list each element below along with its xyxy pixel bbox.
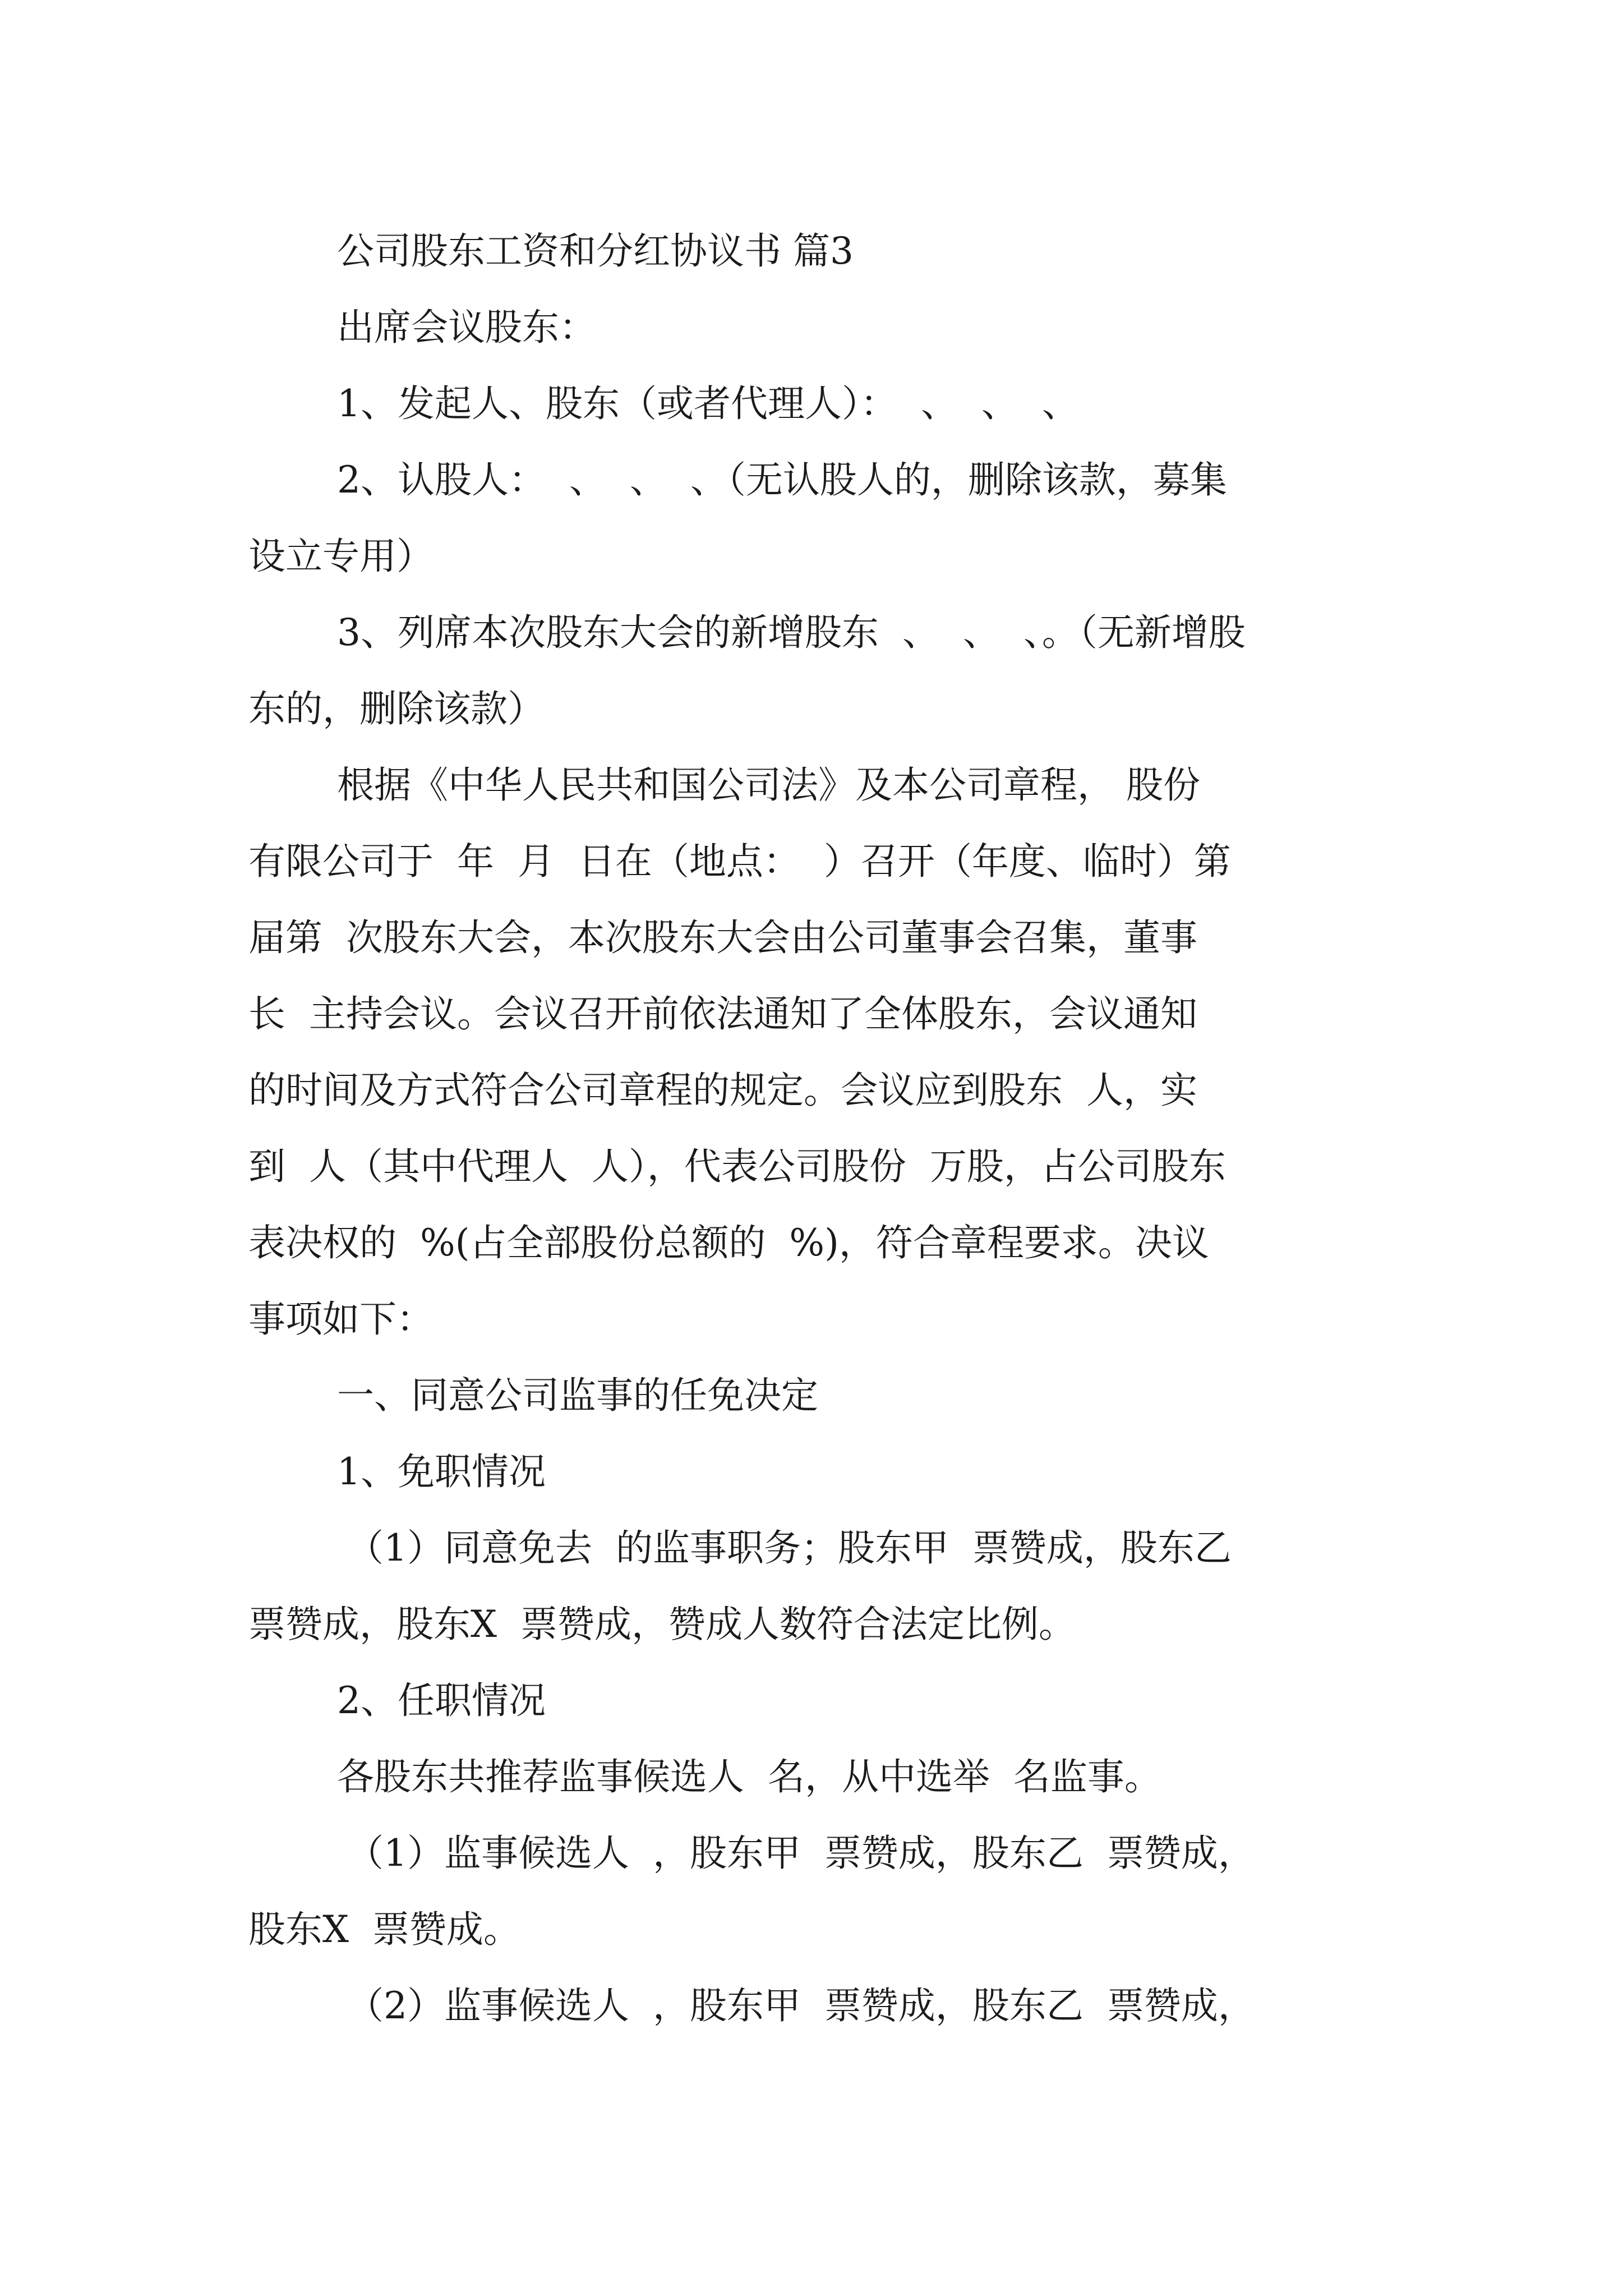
candidate-item-2: （2）监事候选人 ，股东甲 票赞成，股东乙 票赞成， (347, 1984, 1255, 2027)
subsection-dismissal: 1、免职情况 (337, 1450, 546, 1493)
paragraph-meeting-3: 届第 次股东大会，本次股东大会由公司董事会召集，董事 (248, 916, 1197, 959)
attendee-item-2: 2、认股人： 、 、 、（无认股人的，删除该款，募集 (337, 458, 1227, 501)
section-heading-1: 一、同意公司监事的任免决定 (337, 1374, 818, 1417)
attendee-item-1: 1、发起人、股东（或者代理人）： 、 、 、 (337, 382, 1079, 425)
candidate-item-1: （1）监事候选人 ，股东甲 票赞成，股东乙 票赞成， (347, 1832, 1255, 1875)
dismissal-item-1-cont: 票赞成，股东X 票赞成，赞成人数符合法定比例。 (248, 1603, 1076, 1646)
appointment-intro: 各股东共推荐监事候选人 名，从中选举 名监事。 (337, 1755, 1161, 1798)
attendee-item-2-cont: 设立专用） (248, 535, 434, 578)
attendee-item-3-cont: 东的，删除该款） (248, 687, 545, 730)
paragraph-meeting-1: 根据《中华人民共和国公司法》及本公司章程， 股份 (337, 763, 1200, 807)
subsection-appointment: 2、任职情况 (337, 1679, 546, 1722)
paragraph-meeting-7: 表决权的 %(占全部股份总额的 %)，符合章程要求。决议 (248, 1221, 1209, 1264)
paragraph-meeting-5: 的时间及方式符合公司章程的规定。会议应到股东 人，实 (248, 1069, 1197, 1112)
candidate-item-1-cont: 股东X 票赞成。 (248, 1908, 520, 1951)
document-title: 公司股东工资和分红协议书 篇3 (337, 229, 854, 273)
document-body (248, 213, 1381, 2044)
paragraph-meeting-8: 事项如下： (248, 1297, 434, 1341)
paragraph-meeting-4: 长 主持会议。会议召开前依法通知了全体股东，会议通知 (248, 992, 1197, 1036)
attendee-item-3: 3、列席本次股东大会的新增股东 、 、 、。（无新增股 (337, 611, 1246, 654)
paragraph-meeting-2: 有限公司于 年 月 日在（地点： ）召开（年度、临时）第 (248, 840, 1231, 883)
attendees-heading: 出席会议股东： (337, 306, 596, 349)
dismissal-item-1: （1）同意免去 的监事职务；股东甲 票赞成，股东乙 (347, 1526, 1232, 1570)
paragraph-meeting-6: 到 人（其中代理人 人），代表公司股份 万股，占公司股东 (248, 1145, 1226, 1188)
